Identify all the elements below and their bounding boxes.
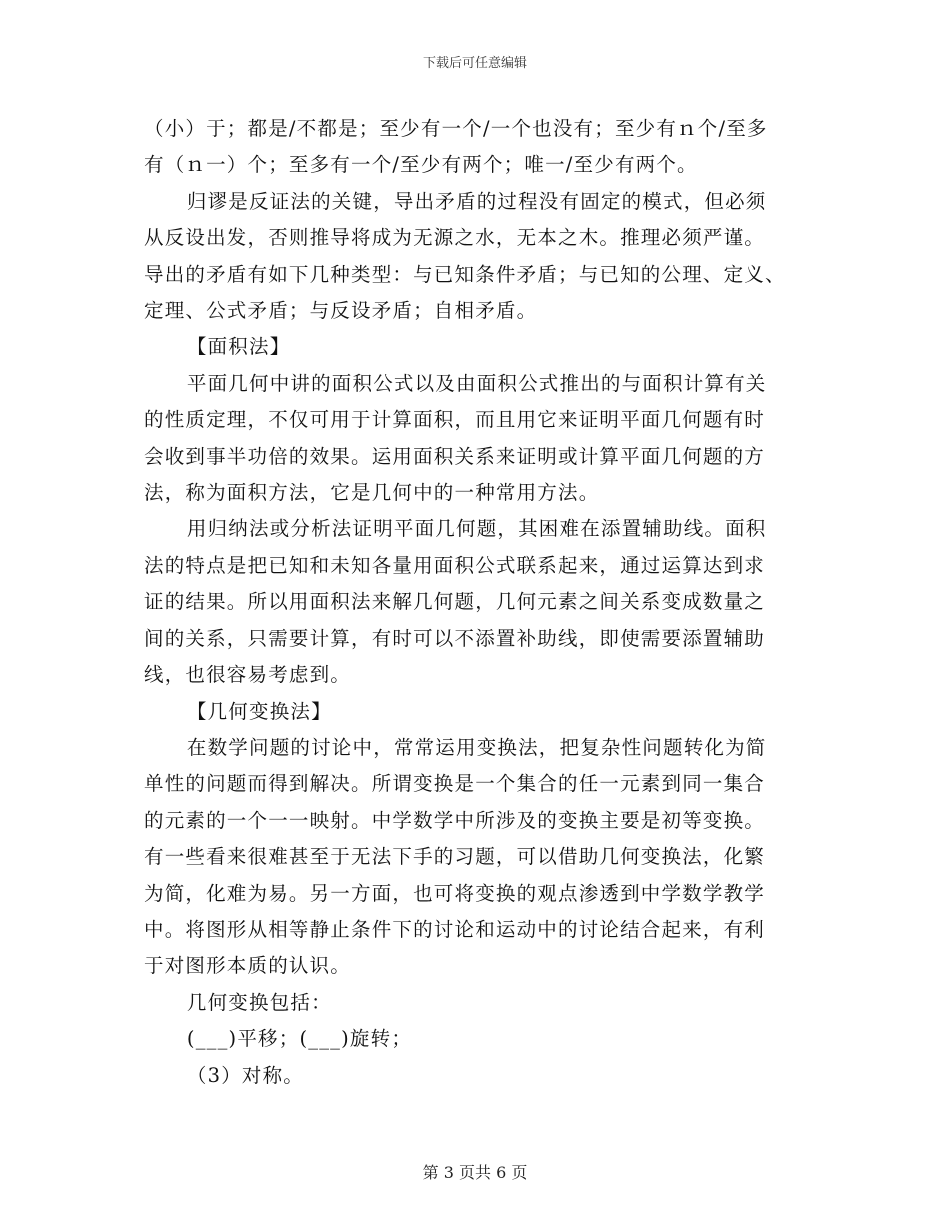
paragraph-area-intro [144, 366, 808, 512]
text-line: 几何变换包括： [186, 990, 332, 1014]
section-heading: 【几何变换法】 [186, 699, 332, 723]
text-line: （小）于；都是/不都是；至少有一个/一个也没有；至少有ｎ个/至多 [144, 117, 768, 140]
text-line: 有一些看来很难甚至于无法下手的习题，可以借助几何变换法，化繁 [144, 845, 766, 869]
text-line: (___)平移；(___)旋转； [186, 1027, 413, 1051]
text-line: 证的结果。所以用面积法来解几何题，几何元素之间关系变成数量之 [144, 590, 766, 614]
list-item-translation-rotation [144, 1021, 808, 1057]
text-line: 平面几何中讲的面积公式以及由面积公式推出的与面积计算有关 [186, 371, 767, 395]
text-line: 的元素的一个一一映射。中学数学中所涉及的变换主要是初等变换。 [144, 808, 766, 832]
text-line: 间的关系，只需要计算，有时可以不添置补助线，即使需要添置辅助 [144, 626, 766, 650]
heading-transform-method [144, 694, 808, 730]
text-line: 的性质定理，不仅可用于计算面积，而且用它来证明平面几何题有时 [144, 408, 766, 432]
text-line: 中。将图形从相等静止条件下的讨论和运动中的讨论结合起来，有利 [144, 917, 766, 941]
text-line: 在数学问题的讨论中，常常运用变换法，把复杂性问题转化为简 [186, 735, 767, 759]
heading-area-method [144, 329, 808, 365]
paragraph-quantifier-pairs [144, 111, 808, 184]
text-line: 导出的矛盾有如下几种类型：与已知条件矛盾；与已知的公理、定义、 [144, 262, 786, 286]
text-line: 单性的问题而得到解决。所谓变换是一个集合的任一元素到同一集合 [144, 772, 766, 796]
text-line: 归谬是反证法的关键，导出矛盾的过程没有固定的模式，但必须 [186, 189, 767, 213]
paragraph-area-advantage [144, 511, 808, 693]
text-line: （3）对称。 [186, 1063, 304, 1087]
text-line: 用归纳法或分析法证明平面几何题，其困难在添置辅助线。面积 [186, 517, 767, 541]
paragraph-reductio [144, 184, 808, 330]
section-heading: 【面积法】 [186, 335, 291, 359]
text-line: 法，称为面积方法，它是几何中的一种常用方法。 [144, 481, 600, 505]
text-line: 线，也很容易考虑到。 [144, 663, 352, 687]
text-line: 从反设出发，否则推导将成为无源之水，无本之木。推理必须严谨。 [144, 226, 766, 250]
paragraph-transform-intro [144, 730, 808, 985]
list-item-symmetry [144, 1058, 808, 1094]
text-line: 定理、公式矛盾；与反设矛盾；自相矛盾。 [144, 299, 538, 323]
text-line: 法的特点是把已知和未知各量用面积公式联系起来，通过运算达到求 [144, 553, 766, 577]
paragraph-transform-list-intro [144, 985, 808, 1021]
page-header-note: 下载后可任意编辑 [422, 56, 527, 71]
text-line: 为简，化难为易。另一方面，也可将变换的观点渗透到中学数学教学 [144, 881, 766, 905]
text-line: 有（ｎ一）个；至多有一个/至少有两个；唯一/至少有两个。 [144, 153, 698, 177]
page-number: 第 3 页共 6 页 [422, 1163, 528, 1182]
document-body [144, 111, 808, 1094]
text-line: 于对图形本质的认识。 [144, 954, 352, 978]
text-line: 会收到事半功倍的效果。运用面积关系来证明或计算平面几何题的方 [144, 444, 766, 468]
